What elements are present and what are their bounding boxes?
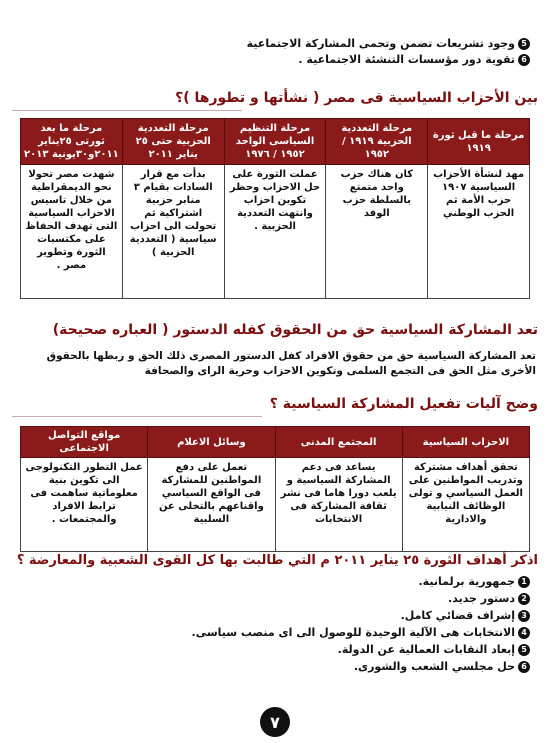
table-header: مرحلة التعددية الحزبية ١٩١٩ / ١٩٥٢: [326, 119, 428, 165]
table-cell: عمل التطور التكنولوجى الى تكوين بنية معلوماتية ساهمت فى ترابط الافراد والمجتمعات .: [21, 458, 148, 552]
number-badge: 6: [518, 661, 530, 673]
table-cell: يساعد فى دعم المشاركة السياسية و يلعب دورا هاما فى نشر ثقافة المشاركة فى الانتخابات: [275, 458, 402, 552]
number-badge: 4: [518, 627, 530, 639]
revolution-goals-list: [192, 573, 530, 675]
number-badge: 1: [518, 576, 530, 588]
list-item: [192, 641, 530, 658]
list-item: [247, 52, 530, 68]
list-item: [192, 607, 530, 624]
heading-underline: [12, 416, 262, 417]
table-header: مرحلة ما بعد ثورتى ٢٥يناير ٢٠١١و٣٠يونية ٢٠١٣: [21, 119, 123, 165]
list-item-text: دستور جديد.: [448, 592, 515, 605]
list-item: [192, 624, 530, 641]
table-cell: كان هناك حزب واحد متمتع بالسلطة حزب الوفد: [326, 165, 428, 299]
list-item: [192, 590, 530, 607]
table-cell: شهدت مصر تحولا نحو الديمقراطية من خلال تاسيس الاحزاب السياسية التى تهدف الحفاظ على مكتسبات الثورة وتطوير مصر .: [21, 165, 123, 299]
table-header: المجتمع المدنى: [275, 427, 402, 458]
list-item: [192, 573, 530, 590]
table-cell: تعمل على دفع المواطنين للمشاركة فى الواقع السياسي واقناعهم بالتخلى عن السلبية: [148, 458, 275, 552]
list-item: [247, 36, 530, 52]
section-heading-participation-right: تعد المشاركة السياسية حق من الحقوق كفله الدستور ( العباره صحيحة): [52, 322, 538, 338]
number-badge: 3: [518, 610, 530, 622]
top-list: [247, 36, 530, 68]
section-heading-parties: بين الأحزاب السياسية فى مصر ( نشأتها و تطورها )؟: [175, 90, 538, 106]
participation-paragraph: تعد المشاركة السياسية حق من حقوق الافراد كفل الدستور المصرى ذلك الحق و ربطها بالحقوق الأخرى مثل الحق فى التجمع السلمى وتكوين الاحزاب وحرية الراى والصحافة: [46, 350, 536, 377]
number-badge: 5: [518, 38, 530, 50]
table-header: مرحلة التعددية الحزبية حتى ٢٥ يناير ٢٠١١: [122, 119, 224, 165]
table-cell: بدأت مع قرار السادات بقيام ٣ منابر حزبية اشتراكية ثم تحولت الى احزاب سياسية ( التعددية الحزبية ): [122, 165, 224, 299]
table-cell: عملت الثورة على حل الاحزاب وحظر تكوين احزاب وانتهت التعددية الحزبية .: [224, 165, 326, 299]
table-header: مرحلة ما قبل ثورة ١٩١٩: [428, 119, 530, 165]
table-header: مرحلة التنظيم السياسى الواحد ١٩٥٢ / ١٩٧٦: [224, 119, 326, 165]
number-badge: 2: [518, 593, 530, 605]
number-badge: 6: [518, 54, 530, 66]
list-item-text: الانتخابات هى الآلية الوحيدة للوصول الى اى منصب سياسى.: [191, 626, 515, 639]
list-item-text: جمهورية برلمانية.: [418, 575, 515, 588]
section-heading-revolution-goals: اذكر أهداف الثورة ٢٥ يناير ٢٠١١ م التي طالبت بها كل القوى الشعبية والمعارضة ؟: [16, 553, 538, 568]
section-heading-mechanisms: وضح آليات تفعيل المشاركة السياسية ؟: [269, 396, 538, 412]
list-item-text: إبعاد النقابات العمالية عن الدولة.: [337, 643, 515, 656]
list-item: [192, 658, 530, 675]
list-item-text: إشراف قضائي كامل.: [400, 609, 515, 622]
heading-underline: [12, 110, 242, 111]
mechanisms-table: [20, 426, 530, 552]
table-header: وسائل الاعلام: [148, 427, 275, 458]
table-cell: تحقق أهداف مشتركة وتدريب المواطنين على العمل السياسي و تولى الوظائف النيابية والادارية: [402, 458, 529, 552]
table-header: الاحزاب السياسية: [402, 427, 529, 458]
list-item-text: وجود تشريعات تضمن وتحمى المشاركة الاجتماعية: [246, 37, 515, 50]
table-cell: مهد لنشأة الأحزاب السياسية ١٩٠٧ حزب الأمة ثم الحزب الوطني: [428, 165, 530, 299]
list-item-text: تقوية دور مؤسسات التنشئة الاجتماعية .: [298, 53, 515, 66]
page-number: ٧: [260, 707, 290, 737]
table-header: مواقع التواصل الاجتماعى: [21, 427, 148, 458]
number-badge: 5: [518, 644, 530, 656]
list-item-text: حل مجلسي الشعب والشورى.: [353, 660, 515, 673]
parties-history-table: [20, 118, 530, 299]
